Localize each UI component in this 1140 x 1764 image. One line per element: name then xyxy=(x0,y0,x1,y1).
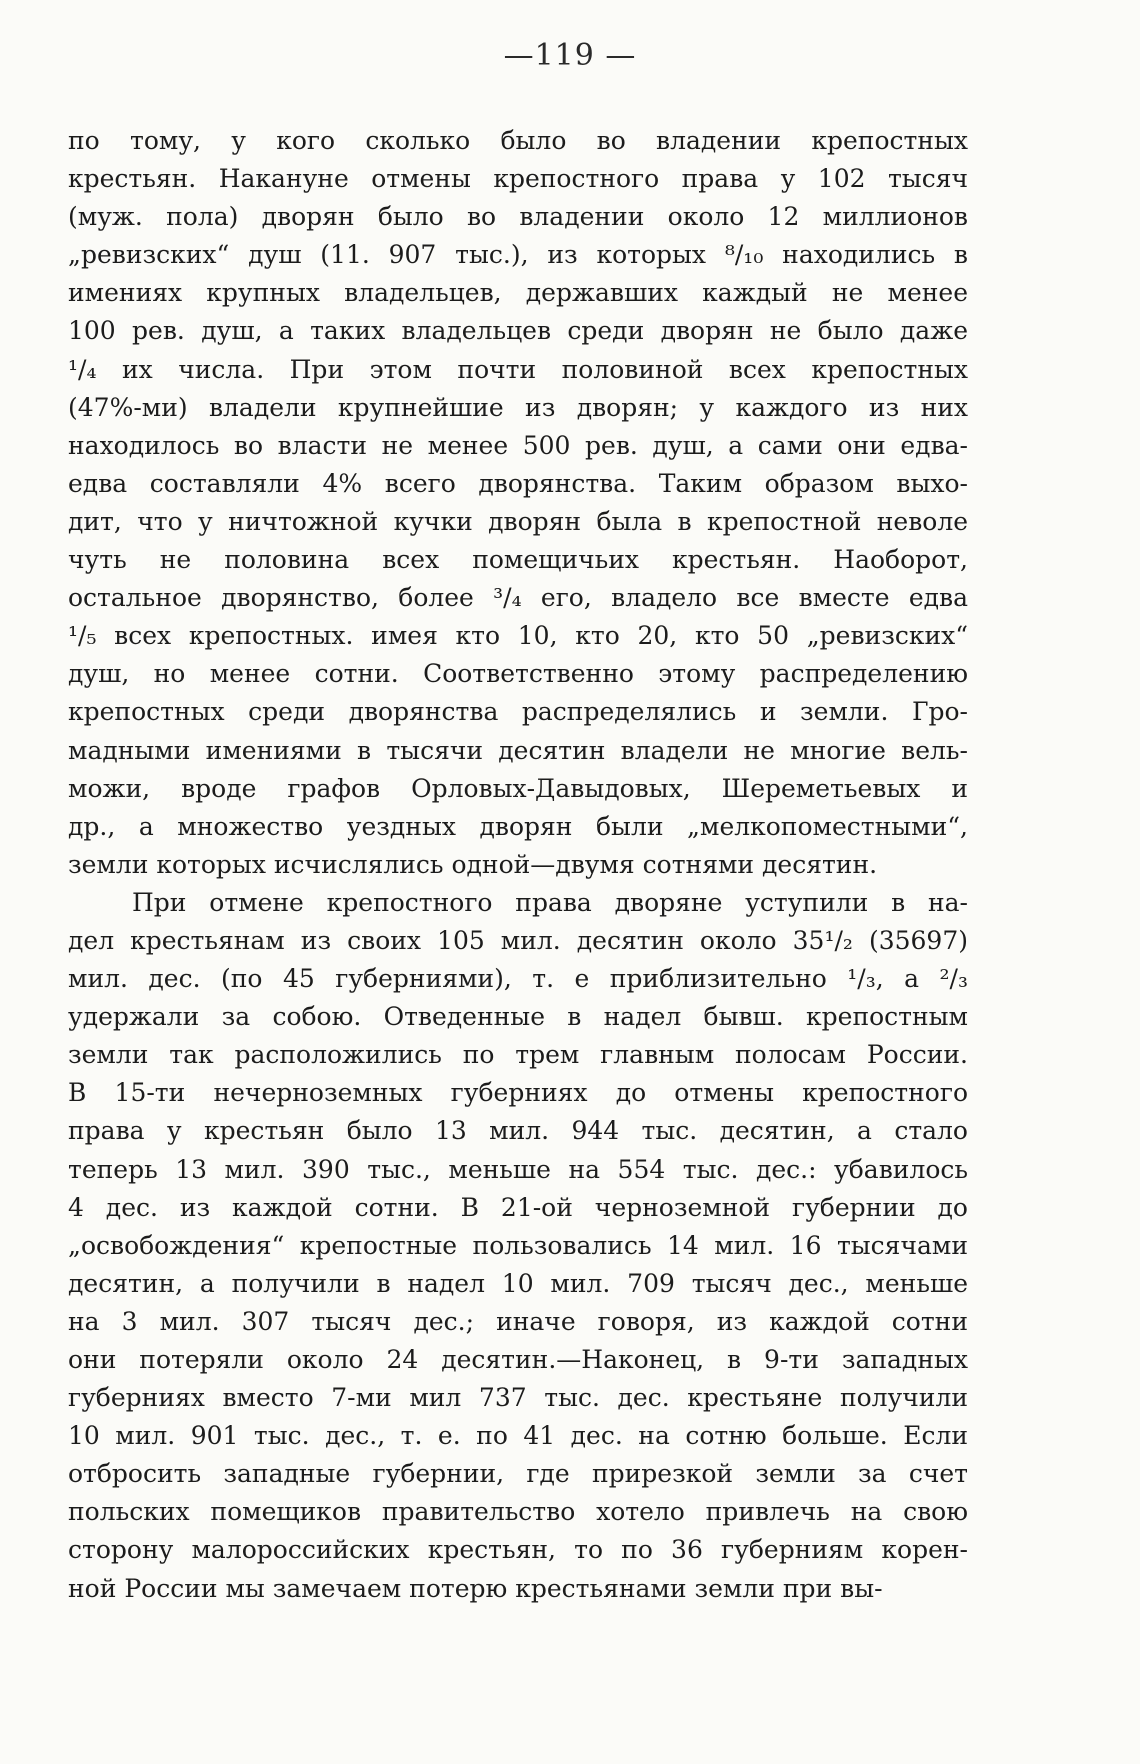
text-line: земли так расположились по трем главным полосам России. xyxy=(68,1040,968,1070)
text-line: едва составляли 4% всего дворянства. Таким образом выхо- xyxy=(68,468,968,498)
text-line: 4 дес. из каждой сотни. В 21-ой черноземной губернии до xyxy=(68,1192,968,1222)
text-line: 100 рев. душ, а таких владельцев среди дворян не было даже xyxy=(68,316,968,346)
text-line: дит, что у ничтожной кучки дворян была в крепостной неволе xyxy=(68,506,968,536)
text-line: душ, но менее сотни. Соответственно этому распределению xyxy=(68,659,968,689)
text-line: чуть не половина всех помещичьих крестьян. Наоборот, xyxy=(68,545,968,575)
text-line: крестьян. Накануне отмены крепостного права у 102 тысяч xyxy=(68,164,968,194)
text-line: „освобождения“ крепостные пользовались 14 мил. 16 тысячами xyxy=(68,1230,968,1260)
body-text xyxy=(68,122,968,1608)
text-line: мадными имениями в тысячи десятин владели не многие вель- xyxy=(68,735,968,765)
text-line: „ревизских“ душ (11. 907 тыс.), из которых ⁸/₁₀ находились в xyxy=(68,240,968,270)
text-line: земли которых исчислялись одной—двумя сотнями десятин. xyxy=(68,849,878,879)
text-line: они потеряли около 24 десятин.—Наконец, в 9-ти западных xyxy=(68,1345,968,1374)
text-line: имениях крупных владельцев, державших каждый не менее xyxy=(68,278,968,308)
text-line: дел крестьянам из своих 105 мил. десятин около 35¹/₂ (35697) xyxy=(68,925,968,955)
text-line: (муж. пола) дворян было во владении около 12 миллионов xyxy=(68,202,968,232)
paragraph xyxy=(68,884,968,1608)
text-line: остальное дворянство, более ³/₄ его, владело все вместе едва xyxy=(68,583,968,613)
text-line: 10 мил. 901 тыс. дес., т. е. по 41 дес. на сотню больше. Если xyxy=(68,1421,968,1451)
text-line: по тому, у кого сколько было во владении крепостных xyxy=(68,126,968,155)
text-line: польских помещиков правительство хотело привлечь на свою xyxy=(68,1497,968,1527)
text-line: права у крестьян было 13 мил. 944 тыс. десятин, а стало xyxy=(68,1116,968,1146)
text-line: В 15-ти нечерноземных губерниях до отмены крепостного xyxy=(68,1078,968,1108)
text-line: губерниях вместо 7-ми мил 737 тыс. дес. крестьяне получили xyxy=(68,1383,968,1413)
page-number: —119 — xyxy=(503,38,637,73)
text-line: крепостных среди дворянства распределялись и земли. Гро- xyxy=(68,697,968,727)
text-line: теперь 13 мил. 390 тыс., меньше на 554 тыс. дес.: убавилось xyxy=(68,1154,968,1184)
text-line: можи, вроде графов Орловых-Давыдовых, Шереметьевых и xyxy=(68,773,968,803)
text-line: ¹/₄ их числа. При этом почти половиной всех крепостных xyxy=(68,354,968,384)
text-line: При отмене крепостного права дворяне уступили в на- xyxy=(132,887,968,917)
text-line: удержали за собою. Отведенные в надел бывш. крепостным xyxy=(68,1002,968,1032)
text-line: др., а множество уездных дворян были „мелкопоместными“, xyxy=(68,811,968,841)
text-line: ¹/₅ всех крепостных. имея кто 10, кто 20, кто 50 „ревизских“ xyxy=(68,621,968,651)
paragraph xyxy=(68,122,968,884)
text-line: сторону малороссийских крестьян, то по 36 губерниям корен- xyxy=(68,1535,968,1565)
text-line: находилось во власти не менее 500 рев. душ, а сами они едва- xyxy=(68,430,968,460)
text-line: на 3 мил. 307 тысяч дес.; иначе говоря, из каждой сотни xyxy=(68,1306,968,1336)
text-line: мил. дес. (по 45 губерниями), т. е приблизительно ¹/₃, а ²/₃ xyxy=(68,964,968,994)
text-line: ной России мы замечаем потерю крестьянами земли при вы- xyxy=(68,1573,883,1603)
text-line: десятин, а получили в надел 10 мил. 709 тысяч дес., меньше xyxy=(68,1268,968,1298)
text-line: (47%-ми) владели крупнейшие из дворян; у каждого из них xyxy=(68,392,968,422)
text-line: отбросить западные губернии, где прирезкой земли за счет xyxy=(68,1459,968,1489)
